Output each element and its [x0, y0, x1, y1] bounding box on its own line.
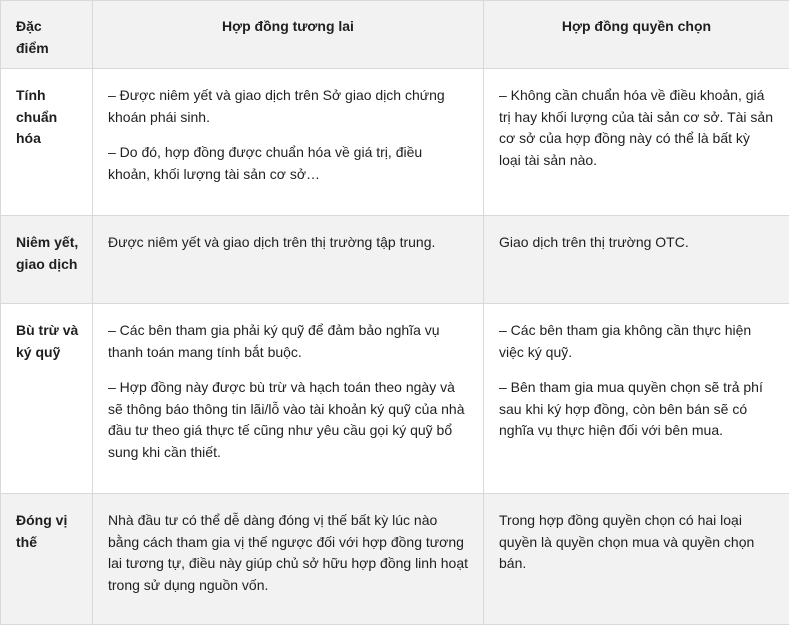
options-cell	[484, 304, 789, 494]
futures-cell	[93, 304, 484, 494]
options-cell	[484, 216, 789, 304]
cell-paragraph: Giao dịch trên thị trường OTC.	[499, 232, 774, 254]
header-futures: Hợp đồng tương lai	[93, 1, 484, 69]
feature-cell: Niêm yết, giao dịch	[1, 216, 93, 304]
futures-cell	[93, 216, 484, 304]
cell-paragraph: – Các bên tham gia phải ký quỹ để đảm bảo nghĩa vụ thanh toán mang tính bắt buộc.	[108, 320, 468, 363]
cell-paragraph: Được niêm yết và giao dịch trên thị trường tập trung.	[108, 232, 468, 254]
options-cell	[484, 69, 789, 216]
table-row	[1, 494, 789, 625]
header-row	[1, 1, 789, 69]
cell-paragraph: – Không cần chuẩn hóa về điều khoản, giá trị hay khối lượng của tài sản cơ sở. Tài sản cơ sở của hợp đồng này có thể là bất kỳ loại tài sản nào.	[499, 85, 774, 171]
header-feature: Đặc điểm	[1, 1, 93, 69]
table-row	[1, 216, 789, 304]
cell-paragraph: Trong hợp đồng quyền chọn có hai loại quyền là quyền chọn mua và quyền chọn bán.	[499, 510, 774, 575]
options-cell	[484, 494, 789, 625]
table-row	[1, 69, 789, 216]
cell-paragraph: Nhà đầu tư có thể dễ dàng đóng vị thế bất kỳ lúc nào bằng cách tham gia vị thế ngược đối với hợp đồng tương lai tương tự, điều này giúp chủ sở hữu hợp đồng linh hoạt trong sử dụng nguồn vốn.	[108, 510, 468, 596]
feature-cell: Bù trừ và ký quỹ	[1, 304, 93, 494]
header-options: Hợp đồng quyền chọn	[484, 1, 789, 69]
futures-cell	[93, 494, 484, 625]
cell-paragraph: – Hợp đồng này được bù trừ và hạch toán theo ngày và sẽ thông báo thông tin lãi/lỗ vào tài khoản ký quỹ của nhà đầu tư theo giá thực tế cũng như yêu cầu gọi ký quỹ bổ sung khi cần thiết.	[108, 377, 468, 463]
cell-paragraph: – Do đó, hợp đồng được chuẩn hóa về giá trị, điều khoản, khối lượng tài sản cơ sở…	[108, 142, 468, 185]
futures-cell	[93, 69, 484, 216]
feature-cell: Tính chuẩn hóa	[1, 69, 93, 216]
cell-paragraph: – Được niêm yết và giao dịch trên Sở giao dịch chứng khoán phái sinh.	[108, 85, 468, 128]
feature-cell: Đóng vị thế	[1, 494, 93, 625]
table-row	[1, 304, 789, 494]
cell-paragraph: – Bên tham gia mua quyền chọn sẽ trả phí sau khi ký hợp đồng, còn bên bán sẽ có nghĩa vụ thực hiện đối với bên mua.	[499, 377, 774, 442]
cell-paragraph: – Các bên tham gia không cần thực hiện việc ký quỹ.	[499, 320, 774, 363]
